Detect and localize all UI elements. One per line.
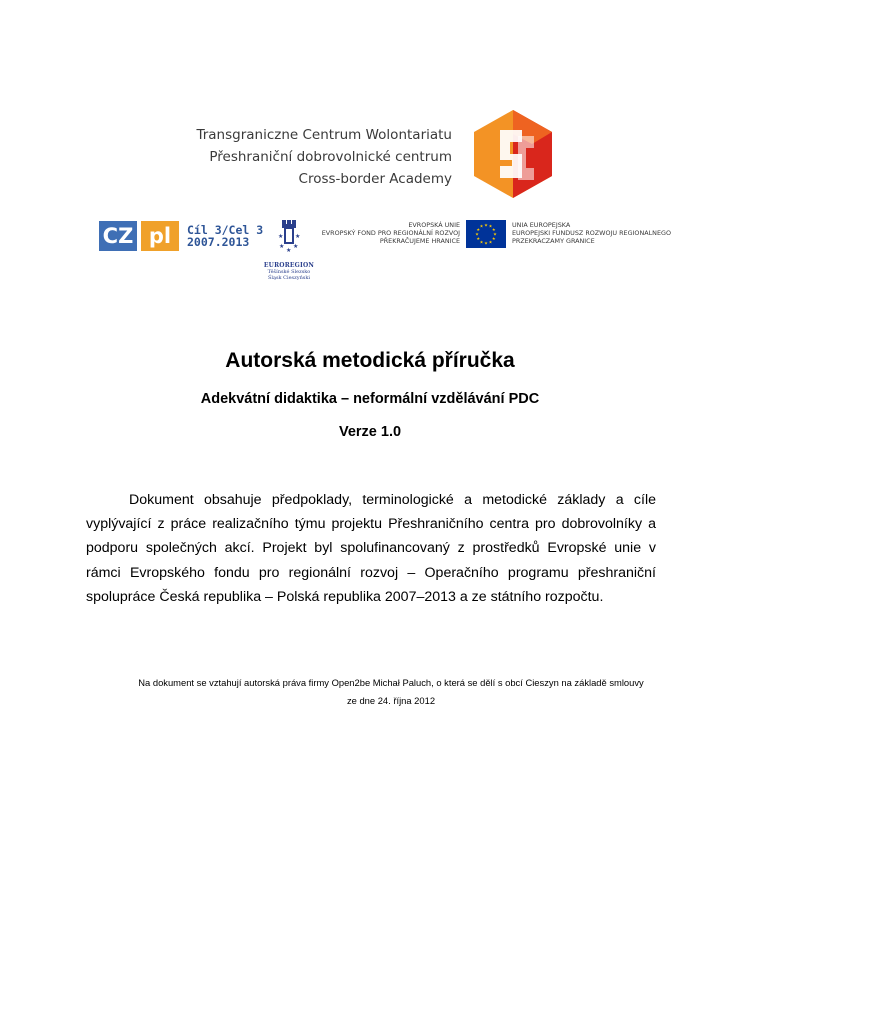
eu-flag-icon	[466, 220, 506, 248]
svg-text:★: ★	[278, 234, 284, 240]
svg-text:★: ★	[279, 244, 285, 250]
svg-text:★: ★	[491, 226, 496, 232]
svg-text:★: ★	[488, 239, 493, 245]
svg-text:★: ★	[295, 234, 301, 240]
org-name-czech: Přeshraniční dobrovolnické centrum	[209, 149, 452, 165]
euroregion-sub-cz: Těšínské Slezsko	[267, 269, 311, 275]
euroregion-logo	[262, 218, 316, 281]
document-body: Dokument obsahuje předpoklady, terminologické a metodické základy a cíle vyplývající z práce realizačního týmu projektu Přeshraničního centra pro dobrovolníky a podporu společných akcí. Projekt byl spolufinancovaný z prostředků Evropské unie v rámci Evropského fondu pro regionální rozvoj – Operačního programu přeshraniční spolupráce Česká republika – Polská republika 2007–2013 a ze státního rozpočtu.	[86, 492, 656, 605]
eu-left-line-1: EVROPSKÁ UNIE	[408, 221, 460, 229]
pl-badge: pl	[141, 221, 179, 251]
eu-left-line-3: PŘEKRAČUJEME HRANICE	[379, 237, 460, 245]
svg-text:★: ★	[293, 244, 299, 250]
svg-text:★: ★	[475, 231, 479, 237]
euroregion-sub-pl: Śląsk Cieszyński	[267, 275, 310, 281]
svg-text:★: ★	[476, 226, 481, 232]
euroregion-title: EUROREGION	[263, 262, 315, 269]
document-version: Verze 1.0	[338, 424, 402, 440]
eu-right-line-2: EUROPEJSKI FUNDUSZ ROZWOJU REGIONALNEGO	[512, 229, 671, 237]
svg-text:★: ★	[493, 231, 497, 237]
eu-text-polish	[512, 221, 682, 245]
cil-line-1: Cíl 3/Cel 3	[187, 223, 264, 237]
cz-pl-program-logo	[99, 220, 263, 252]
svg-text:★: ★	[491, 236, 496, 242]
eu-right-line-3: PRZEKRACZAMY GRANICE	[512, 237, 595, 245]
copyright-note	[110, 674, 672, 710]
document-subtitle: Adekvátní didaktika – neformální vzdělávání PDC	[200, 391, 540, 407]
org-name-polish: Transgraniczne Centrum Wolontariatu	[196, 127, 452, 143]
cil-line-2: 2007.2013	[187, 235, 250, 249]
eu-text-czech	[320, 221, 460, 245]
eu-left-line-2: EVROPSKÝ FOND PRO REGIONÁLNÍ ROZVOJ	[321, 229, 460, 237]
euroregion-tower-icon	[274, 218, 304, 256]
organization-names	[150, 124, 452, 190]
svg-text:★: ★	[479, 223, 484, 229]
svg-text:★: ★	[479, 239, 484, 245]
cz-badge: CZ	[99, 221, 137, 251]
copyright-line-2: ze dne 24. října 2012	[346, 695, 436, 706]
svg-text:★: ★	[484, 222, 488, 228]
cil-label	[187, 224, 263, 248]
org-name-english: Cross-border Academy	[298, 171, 452, 187]
svg-text:★: ★	[484, 240, 488, 246]
hexagon-logo-icon	[470, 108, 556, 200]
copyright-line-1: Na dokument se vztahují autorská práva firmy Open2be Michał Paluch, o která se dělí s obcí Cieszyn na základě smlouvy	[138, 677, 644, 688]
eu-right-line-1: UNIA EUROPEJSKA	[512, 221, 571, 229]
svg-text:★: ★	[476, 236, 481, 242]
document-title: Autorská metodická příručka	[225, 349, 515, 372]
svg-text:★: ★	[286, 248, 292, 254]
svg-text:★: ★	[488, 223, 493, 229]
